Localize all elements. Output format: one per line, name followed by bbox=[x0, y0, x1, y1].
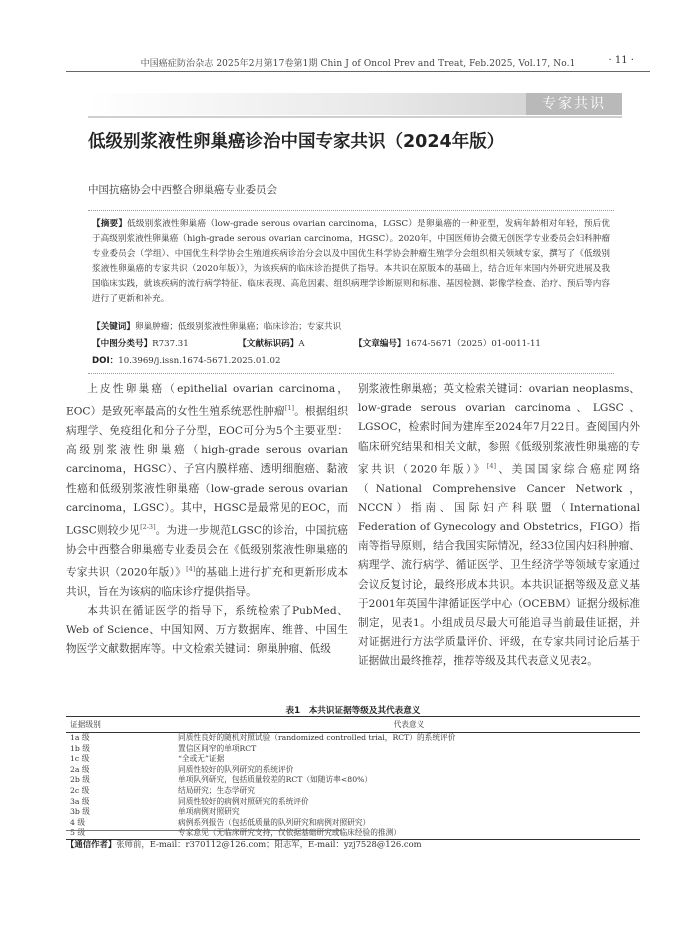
table-cell-level: 1b 级 bbox=[70, 743, 90, 753]
clc-value: R737.31 bbox=[152, 339, 189, 349]
body-column-left bbox=[66, 380, 348, 659]
table-row bbox=[66, 818, 640, 829]
article-authors: 中国抗癌协会中西整合卵巢癌专业委员会 bbox=[88, 184, 277, 196]
abstract bbox=[92, 217, 610, 306]
table-cell-meaning: “全或无”证据 bbox=[178, 754, 225, 764]
abstract-label: 【摘要】 bbox=[92, 219, 128, 229]
article-no-value: 1674-5671（2025）01-0011-11 bbox=[405, 339, 541, 349]
table-cell-meaning: 结局研究；生态学研究 bbox=[178, 785, 255, 795]
citation[interactable]: [1] bbox=[284, 404, 295, 413]
citation[interactable]: [2-3] bbox=[140, 522, 156, 531]
body-text: 、美国国家综合癌症网络（National Comprehensive Cancer Network，NCCN）指南、国际妇产科联盟（International Federation of Gynecology and Obstetrics，FIGO）指南等指导原则，结合我国实际情况，经33位国内妇科肿瘤、病理学、流行病学、循证医学、卫生经济学等领域专家通过会议反复讨论，最终形成本共识。本共识证据等级及意义基于2001年英国牛津循证医学中心（OCEBM）证据分级标准制定，见表1。小组成员尽最大可能追寻当前最佳证据，并对证据进行方法学质量评价、评级，在专家共同讨论后基于证据做出最终推荐，推荐等级及其代表意义见表2。 bbox=[358, 463, 640, 668]
article-title: 低级别浆液性卵巢癌诊治中国专家共识（2024年版） bbox=[88, 132, 505, 152]
doc-code-value: A bbox=[298, 339, 305, 349]
table-row bbox=[66, 786, 640, 797]
abstract-text: 低级别浆液性卵巢癌（low-grade serous ovarian carcinoma，LGSC）是卵巢癌的一种亚型，发病年龄相对年轻，预后优于高级别浆液性卵巢癌（high-grade serous ovarian carcinoma，HGSC）。2020年，中国医师协会微无创医学专业委员会妇科肿瘤专业委员会（学组）、中国优生科学协会生殖道疾病诊治分会以及中国优生科学协会肿瘤生殖学分会组织相关领域专家，撰写了《低级别浆液性卵巢癌的专家共识（2020年版）》，为该疾病的临床诊治提供了指导。本共识在原版本的基础上，结合近年来国内外研究进展及我国临床实践，就该疾病的流行病学特征、临床表现、高危因素、组织病理学诊断原则和标准、基因检测、影像学检查、治疗、预后等内容进行了更新和补充。 bbox=[92, 219, 610, 304]
body-text: 上皮性卵巢癌（epithelial ovarian carcinoma，EOC）是致死率最高的女性生殖系统恶性肿瘤 bbox=[66, 383, 348, 418]
keywords-label: 【关键词】 bbox=[92, 322, 135, 332]
citation[interactable]: [4] bbox=[186, 564, 196, 573]
body-paragraph-2-cont bbox=[358, 380, 640, 672]
footnote-label: 【通信作者】 bbox=[66, 839, 117, 849]
footnote-rule bbox=[66, 830, 342, 831]
keywords-line bbox=[92, 320, 341, 332]
table-row bbox=[66, 807, 640, 818]
body-paragraph-2: 本共识在循证医学的指导下，系统检索了PubMed、Web of Science、中国知网、万方数据库、维普、中国生物医学文献数据库等。中文检索关键词：卵巢肿瘤、低级 bbox=[66, 604, 348, 656]
doc-code-label: 【文献标识码】 bbox=[238, 339, 299, 349]
table-cell-level: 4 级 bbox=[70, 817, 86, 827]
table-cell-level: 2c 级 bbox=[70, 785, 90, 795]
table-row bbox=[66, 775, 640, 786]
body-column-right bbox=[358, 380, 640, 672]
table-cell-meaning: 同质性良好的随机对照试验（randomized controlled trial，RCT）的系统评价 bbox=[178, 733, 456, 742]
table-cell-meaning: 单项病例对照研究 bbox=[178, 807, 240, 817]
banner-underline bbox=[88, 116, 622, 118]
table-cell-level: 5 级 bbox=[66, 828, 174, 839]
footnote-text: 张师前，E-mail：r370112@126.com；阳志军，E-mail：yzj7528@126.com bbox=[116, 839, 422, 849]
table-cell-meaning: 专家意见（无临床研究支持，仅依据基础研究或临床经验的推测） bbox=[174, 828, 640, 839]
body-paragraph-1 bbox=[66, 380, 348, 602]
body-text: 别浆液性卵巢癌；英文检索关键词：ovarian neoplasms、low-grade serous ovarian carcinoma、LGSC、LGSOC，检索时间为建库至2024年7月22日。查阅国内外临床研究结果和相关文献，参照《低级别浆液性卵巢癌的专家共识（2020年版）》 bbox=[358, 383, 640, 476]
table-cell-level: 1c 级 bbox=[70, 754, 90, 764]
citation[interactable]: [4] bbox=[486, 461, 497, 470]
table-cell-level: 2b 级 bbox=[70, 775, 90, 785]
table-cell-level: 1a 级 bbox=[70, 733, 90, 742]
page-number: · 11 · bbox=[608, 55, 634, 66]
section-banner-label: 专家共识 bbox=[526, 93, 622, 115]
table-header-row bbox=[66, 717, 640, 733]
classification-line bbox=[92, 337, 541, 349]
doi-label: DOI： bbox=[92, 356, 119, 366]
table-header-meaning: 代表意义 bbox=[174, 717, 640, 733]
table-cell-meaning: 病例系列报告（包括低质量的队列研究和病例对照研究） bbox=[178, 817, 371, 827]
table-header-level: 证据级别 bbox=[66, 717, 174, 733]
table-cell-meaning: 单项队列研究，包括质量较差的RCT（如随访率<80%） bbox=[178, 775, 373, 785]
table-cell-level: 3b 级 bbox=[70, 807, 90, 817]
table-row bbox=[66, 744, 640, 755]
table-row bbox=[66, 797, 640, 808]
table-row bbox=[66, 765, 640, 776]
body-text: 。为进一步规范LGSC的诊治，中国抗癌协会中西整合卵巢癌专业委员会在《低级别浆液性卵巢癌的专家共识（2020年版）》 bbox=[66, 524, 348, 579]
table-cell-meaning: 置信区间窄的单项RCT bbox=[178, 743, 257, 753]
keywords: 卵巢肿瘤；低级别浆液性卵巢癌；临床诊治；专家共识 bbox=[134, 322, 342, 332]
body-text: 。根据组织病理学、免疫组化和分子分型，EOC可分为5个主要亚型：高级别浆液性卵巢癌（high-grade serous ovarian carcinoma，HGSC）、子宫内膜样癌、透明细胞癌、黏液性癌和低级别浆液性卵巢癌（low-grade serous ovarian carcinoma，LGSC）。其中，HGSC是最常见的EOC，而LGSC则较少见 bbox=[66, 405, 349, 537]
table-cell-meaning: 同质性较好的病例对照研究的系统评价 bbox=[178, 796, 309, 806]
clc-label: 【中图分类号】 bbox=[92, 339, 153, 349]
body-text: 的基础上进行扩充和更新形成本共识，旨在为该病的临床诊疗提供指导。 bbox=[66, 566, 348, 598]
table-row bbox=[66, 754, 640, 765]
table-row bbox=[66, 733, 640, 744]
article-no-label: 【文章编号】 bbox=[354, 339, 406, 349]
doi-line bbox=[92, 354, 280, 366]
table-cell-level: 3a 级 bbox=[70, 796, 90, 806]
running-header: 中国癌症防治杂志 2025年2月第17卷第1期 Chin J of Oncol Prev and Treat, Feb.2025, Vol.17, No.1 bbox=[140, 59, 576, 69]
table-caption: 表1 本共识证据等级及其代表意义 bbox=[285, 706, 421, 716]
table-cell-level: 2a 级 bbox=[70, 764, 90, 774]
header-rule bbox=[66, 71, 650, 72]
evidence-table bbox=[66, 716, 640, 840]
doi-value: 10.3969/j.issn.1674-5671.2025.01.02 bbox=[118, 356, 281, 366]
table-cell-meaning: 同质性较好的队列研究的系统评价 bbox=[178, 764, 294, 774]
corresponding-author-note bbox=[66, 838, 422, 850]
